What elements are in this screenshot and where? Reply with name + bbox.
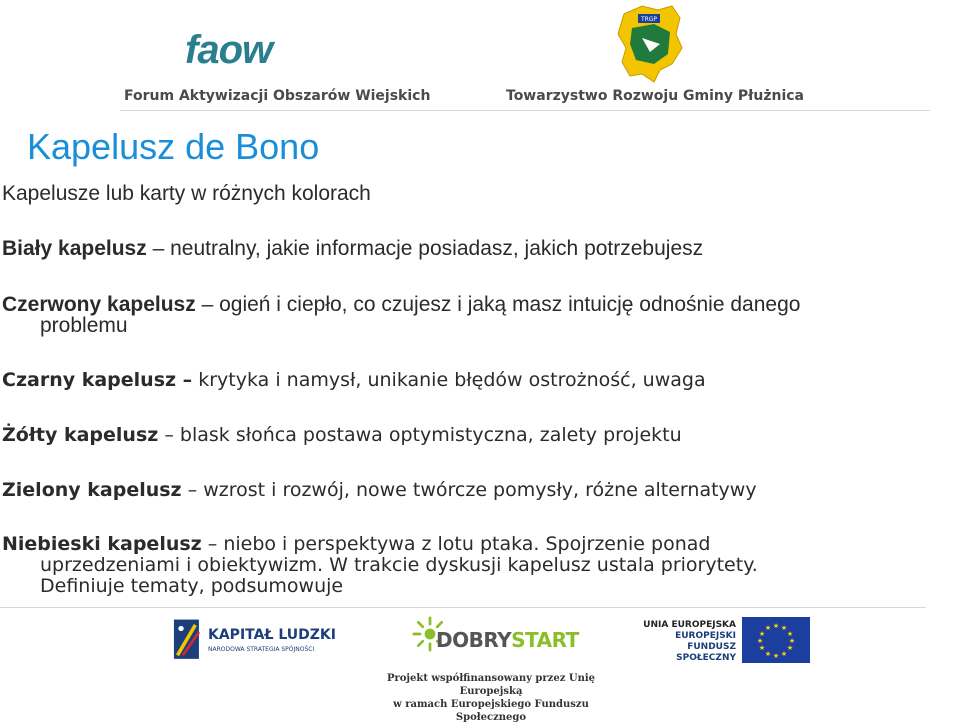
hat-desc: krytyka i namysł, unikanie błędów ostrożność, uwaga <box>192 369 706 391</box>
svg-text:★: ★ <box>764 624 772 632</box>
hat-yellow <box>2 424 682 446</box>
svg-text:★: ★ <box>788 637 796 645</box>
faow-caption: Forum Aktywizacji Obszarów Wiejskich <box>124 88 431 104</box>
hat-name: Czerwony kapelusz <box>2 293 196 316</box>
hat-name: Zielony kapelusz <box>2 479 182 501</box>
eu-caption: UNIA EUROPEJSKA EUROPEJSKI FUNDUSZ SPOŁECZNY <box>643 620 736 663</box>
hat-red <box>2 294 800 336</box>
subtitle: Kapelusze lub karty w różnych kolorach <box>2 182 371 205</box>
svg-text:★: ★ <box>772 652 780 660</box>
svg-text:★: ★ <box>786 644 794 652</box>
hat-blue <box>2 534 758 597</box>
kapital-ludzki-icon <box>172 616 208 666</box>
kapital-ludzki-title: KAPITAŁ LUDZKI <box>208 627 336 643</box>
svg-text:★: ★ <box>758 630 766 638</box>
hat-name: Czarny kapelusz – <box>2 369 193 391</box>
hat-name: Żółty kapelusz <box>2 424 159 446</box>
svg-text:★: ★ <box>772 622 780 630</box>
hat-desc-cont: problemu <box>40 314 128 337</box>
svg-text:★: ★ <box>764 650 772 658</box>
svg-text:★: ★ <box>780 650 788 658</box>
hat-desc-cont: uprzedzeniami i obiektywizm. W trakcie dyskusji kapelusz ustala priorytety. <box>40 554 758 576</box>
kapital-ludzki-subtitle: NARODOWA STRATEGIA SPÓJNOŚCI <box>208 646 315 653</box>
trgp-crest-label: TRGP <box>640 16 658 23</box>
eu-flag-icon <box>742 617 810 663</box>
hat-desc: – blask słońca postawa optymistyczna, zalety projektu <box>158 424 682 446</box>
svg-text:★: ★ <box>786 630 794 638</box>
trgp-crest-icon <box>614 4 684 84</box>
hat-desc: – niebo i perspektywa z lotu ptaka. Spojrzenie ponad <box>201 533 711 555</box>
svg-text:★: ★ <box>756 637 764 645</box>
hat-name: Biały kapelusz <box>2 237 147 260</box>
hat-desc: – ogień i ciepło, co czujesz i jaką masz intuicję odnośnie danego <box>195 293 801 316</box>
hat-desc-cont: Definiuje tematy, podsumowuje <box>40 575 344 597</box>
project-note: Projekt współfinansowany przez Unię Europejską w ramach Europejskiego Funduszu Społecznego <box>386 673 596 723</box>
svg-text:★: ★ <box>780 624 788 632</box>
page-title: Kapelusz de Bono <box>27 126 320 167</box>
hat-name: Niebieski kapelusz <box>2 533 202 555</box>
hat-green <box>2 479 757 501</box>
hat-desc: – wzrost i rozwój, nowe twórcze pomysły, różne alternatywy <box>181 479 757 501</box>
svg-text:★: ★ <box>758 644 766 652</box>
tr-caption: Towarzystwo Rozwoju Gminy Płużnica <box>506 88 804 104</box>
hat-black <box>2 369 706 391</box>
dobry-start-logo: DOBRYSTART <box>436 628 579 652</box>
hat-desc: – neutralny, jakie informacje posiadasz, jakich potrzebujesz <box>146 237 704 260</box>
hat-white <box>2 238 703 260</box>
footer-divider <box>0 607 926 608</box>
faow-logo: faow <box>185 28 273 72</box>
header-divider <box>120 110 930 111</box>
header <box>0 0 960 118</box>
